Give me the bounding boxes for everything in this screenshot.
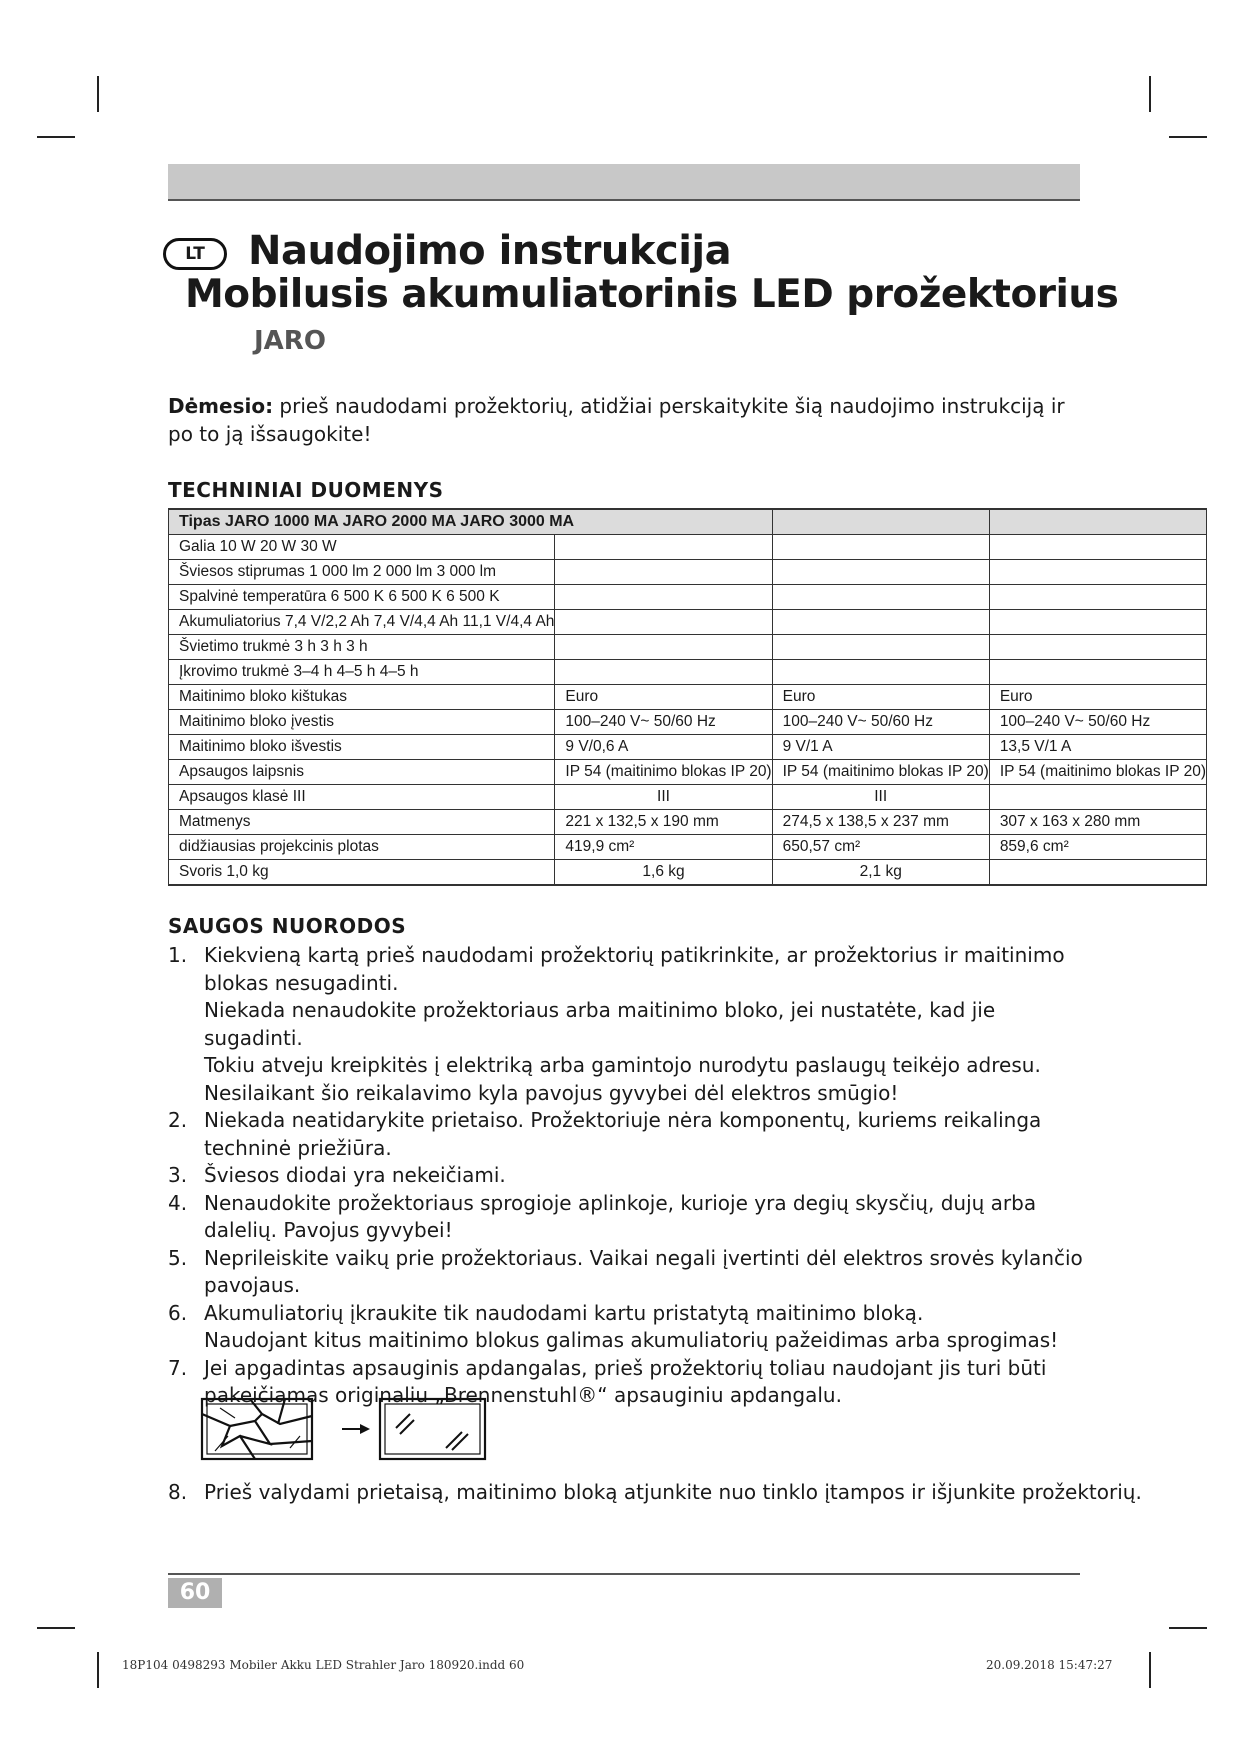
- table-cell: Apsaugos laipsnis: [169, 760, 555, 785]
- crop-mark: [1149, 76, 1151, 112]
- attention-label: Dėmesio:: [168, 394, 274, 418]
- table-cell: [989, 785, 1206, 810]
- safety-item-text: Jei apgadintas apsauginis apdangalas, prieš prožektorių toliau naudojant jis turi būti pakeičiamas originaliu „Brennenstuhl®“ apsauginiu apdangalu.: [204, 1355, 1047, 1407]
- table-cell: III: [555, 785, 772, 810]
- crop-mark: [97, 76, 99, 112]
- table-cell: 274,5 x 138,5 x 237 mm: [772, 810, 989, 835]
- table-cell: [989, 535, 1206, 560]
- table-row: [169, 660, 1207, 685]
- table-cell: Švietimo trukmė 3 h 3 h 3 h: [169, 635, 555, 660]
- crop-mark: [97, 1652, 99, 1688]
- damaged-cover-icon: [202, 1399, 312, 1459]
- table-cell: [772, 509, 989, 535]
- table-cell: 419,9 cm²: [555, 835, 772, 860]
- safety-item: [168, 1245, 1088, 1300]
- print-slug-file: 18P104 0498293 Mobiler Akku LED Strahler Jaro 180920.indd 60: [122, 1658, 525, 1672]
- attention-text: prieš naudodami prožektorių, atidžiai perskaitykite šią naudojimo instrukciją ir po to ją išsaugokite!: [168, 394, 1065, 446]
- attention-notice: [168, 392, 1080, 448]
- table-cell: [772, 585, 989, 610]
- print-slug-date: 20.09.2018 15:47:27: [986, 1658, 1113, 1672]
- table-header-row: [169, 509, 1207, 535]
- table-cell: 2,1 kg: [772, 860, 989, 886]
- table-cell: [772, 535, 989, 560]
- safety-item-number: 1.: [168, 943, 188, 967]
- table-cell: [772, 635, 989, 660]
- safety-item-number: 6.: [168, 1300, 188, 1325]
- safety-item: [168, 1190, 1088, 1245]
- footer-rule: [168, 1573, 1080, 1575]
- table-cell: 100–240 V~ 50/60 Hz: [989, 710, 1206, 735]
- table-cell: Galia 10 W 20 W 30 W: [169, 535, 555, 560]
- table-cell: [772, 660, 989, 685]
- table-row: [169, 585, 1207, 610]
- table-cell: 307 x 163 x 280 mm: [989, 810, 1206, 835]
- table-cell: IP 54 (maitinimo blokas IP 20): [989, 760, 1206, 785]
- new-cover-icon: [380, 1399, 485, 1459]
- tech-heading: TECHNINIAI DUOMENYS: [168, 478, 444, 502]
- safety-item-text: Akumuliatorių įkraukite tik naudodami kartu pristatytą maitinimo bloką. Naudojant kitus maitinimo blokus galimas akumuliatorių pažeidimas arba sprogimas!: [204, 1300, 1059, 1352]
- table-cell: Įkrovimo trukmė 3–4 h 4–5 h 4–5 h: [169, 660, 555, 685]
- table-row: [169, 785, 1207, 810]
- safety-item-number: 7.: [168, 1355, 188, 1380]
- table-row: [169, 635, 1207, 660]
- table-cell: [555, 635, 772, 660]
- header-bar: [168, 164, 1080, 201]
- safety-item: [168, 1107, 1088, 1162]
- table-row: [169, 835, 1207, 860]
- crop-mark: [1169, 1627, 1207, 1629]
- crop-mark: [37, 1627, 75, 1629]
- table-cell: [989, 560, 1206, 585]
- table-cell: Maitinimo bloko įvestis: [169, 710, 555, 735]
- table-cell: Tipas JARO 1000 MA JARO 2000 MA JARO 3000 MA: [169, 509, 773, 535]
- table-cell: [555, 610, 772, 635]
- table-cell: [989, 660, 1206, 685]
- safety-item-text: Šviesos diodai yra nekeičiami.: [204, 1163, 506, 1187]
- table-row: [169, 760, 1207, 785]
- safety-heading: SAUGOS NUORODOS: [168, 914, 407, 938]
- safety-item-8: [168, 1478, 1142, 1506]
- safety-item-text: Neprileiskite vaikų prie prožektoriaus. Vaikai negali įvertinti dėl elektros srovės kylančio pavojaus.: [204, 1245, 1083, 1297]
- table-cell: [989, 610, 1206, 635]
- table-cell: [772, 610, 989, 635]
- page-number: 60: [168, 1578, 222, 1608]
- table-cell: 100–240 V~ 50/60 Hz: [772, 710, 989, 735]
- safety-item-number: 4.: [168, 1190, 188, 1215]
- table-cell: [555, 660, 772, 685]
- table-cell: 9 V/1 A: [772, 735, 989, 760]
- table-cell: [555, 585, 772, 610]
- table-cell: [989, 635, 1206, 660]
- language-badge: LT: [163, 238, 227, 270]
- safety-item-text: Nenaudokite prožektoriaus sprogioje aplinkoje, kurioje yra degių skysčių, dujų arba dalelių. Pavojus gyvybei!: [204, 1190, 1037, 1242]
- safety-item-number: 5.: [168, 1245, 188, 1270]
- crop-mark: [37, 136, 75, 138]
- arrow-right-icon: [342, 1424, 370, 1434]
- model-name: JARO: [254, 326, 326, 356]
- table-cell: IP 54 (maitinimo blokas IP 20): [772, 760, 989, 785]
- table-cell: Euro: [989, 685, 1206, 710]
- safety-item-number: 3.: [168, 1163, 188, 1187]
- table-cell: Euro: [772, 685, 989, 710]
- cover-replacement-illustration: [200, 1396, 490, 1462]
- table-cell: [772, 560, 989, 585]
- table-cell: [989, 860, 1206, 886]
- table-row: [169, 610, 1207, 635]
- table-cell: Spalvinė temperatūra 6 500 K 6 500 K 6 500 K: [169, 585, 555, 610]
- table-cell: Apsaugos klasė III: [169, 785, 555, 810]
- table-row: [169, 810, 1207, 835]
- safety-item: [168, 942, 1088, 1107]
- table-cell: Šviesos stiprumas 1 000 lm 2 000 lm 3 000 lm: [169, 560, 555, 585]
- table-cell: Euro: [555, 685, 772, 710]
- table-cell: Matmenys: [169, 810, 555, 835]
- table-cell: 859,6 cm²: [989, 835, 1206, 860]
- table-cell: Maitinimo bloko išvestis: [169, 735, 555, 760]
- safety-list: [168, 942, 1088, 1410]
- table-cell: 221 x 132,5 x 190 mm: [555, 810, 772, 835]
- table-cell: Akumuliatorius 7,4 V/2,2 Ah 7,4 V/4,4 Ah 11,1 V/4,4 Ah: [169, 610, 555, 635]
- table-row: [169, 535, 1207, 560]
- tech-table: [168, 508, 1207, 886]
- safety-item: [168, 1300, 1088, 1355]
- table-cell: Svoris 1,0 kg: [169, 860, 555, 886]
- table-cell: 650,57 cm²: [772, 835, 989, 860]
- safety-item-text: Kiekvieną kartą prieš naudodami prožektorių patikrinkite, ar prožektorius ir maitinimo blokas nesugadinti. Niekada nenaudokite prožektoriaus arba maitinimo bloko, jei nustatėte, kad jie sugadinti. Tokiu atveju kreipkitės į elektriką arba gamintojo nurodytu paslaugų teikėjo adresu. Nesilaikant šio reikalavimo kyla pavojus gyvybei dėl elektros smūgio!: [204, 943, 1065, 1105]
- safety-item-text: Niekada neatidarykite prietaiso. Prožektoriuje nėra komponentų, kuriems reikalinga techninė priežiūra.: [204, 1108, 1042, 1160]
- page-subtitle: Mobilusis akumuliatorinis LED prožektorius: [185, 272, 1119, 317]
- table-row: [169, 735, 1207, 760]
- table-row: [169, 685, 1207, 710]
- crop-mark: [1149, 1652, 1151, 1688]
- table-row: [169, 560, 1207, 585]
- safety-item: [168, 1162, 1088, 1190]
- table-cell: Maitinimo bloko kištukas: [169, 685, 555, 710]
- table-cell: IP 54 (maitinimo blokas IP 20): [555, 760, 772, 785]
- table-cell: 13,5 V/1 A: [989, 735, 1206, 760]
- table-cell: [555, 535, 772, 560]
- safety-item-number: 2.: [168, 1108, 188, 1132]
- page-title: Naudojimo instrukcija: [248, 228, 732, 274]
- table-cell: 9 V/0,6 A: [555, 735, 772, 760]
- table-cell: [989, 585, 1206, 610]
- table-cell: [555, 560, 772, 585]
- table-row: [169, 710, 1207, 735]
- table-cell: didžiausias projekcinis plotas: [169, 835, 555, 860]
- safety-item-8-number: 8.: [168, 1480, 188, 1504]
- table-cell: III: [772, 785, 989, 810]
- table-cell: 100–240 V~ 50/60 Hz: [555, 710, 772, 735]
- safety-item-8-text: Prieš valydami prietaisą, maitinimo bloką atjunkite nuo tinklo įtampos ir išjunkite prožektorių.: [204, 1480, 1142, 1504]
- table-cell: [989, 509, 1206, 535]
- crop-mark: [1169, 136, 1207, 138]
- table-cell: 1,6 kg: [555, 860, 772, 886]
- table-row: [169, 860, 1207, 886]
